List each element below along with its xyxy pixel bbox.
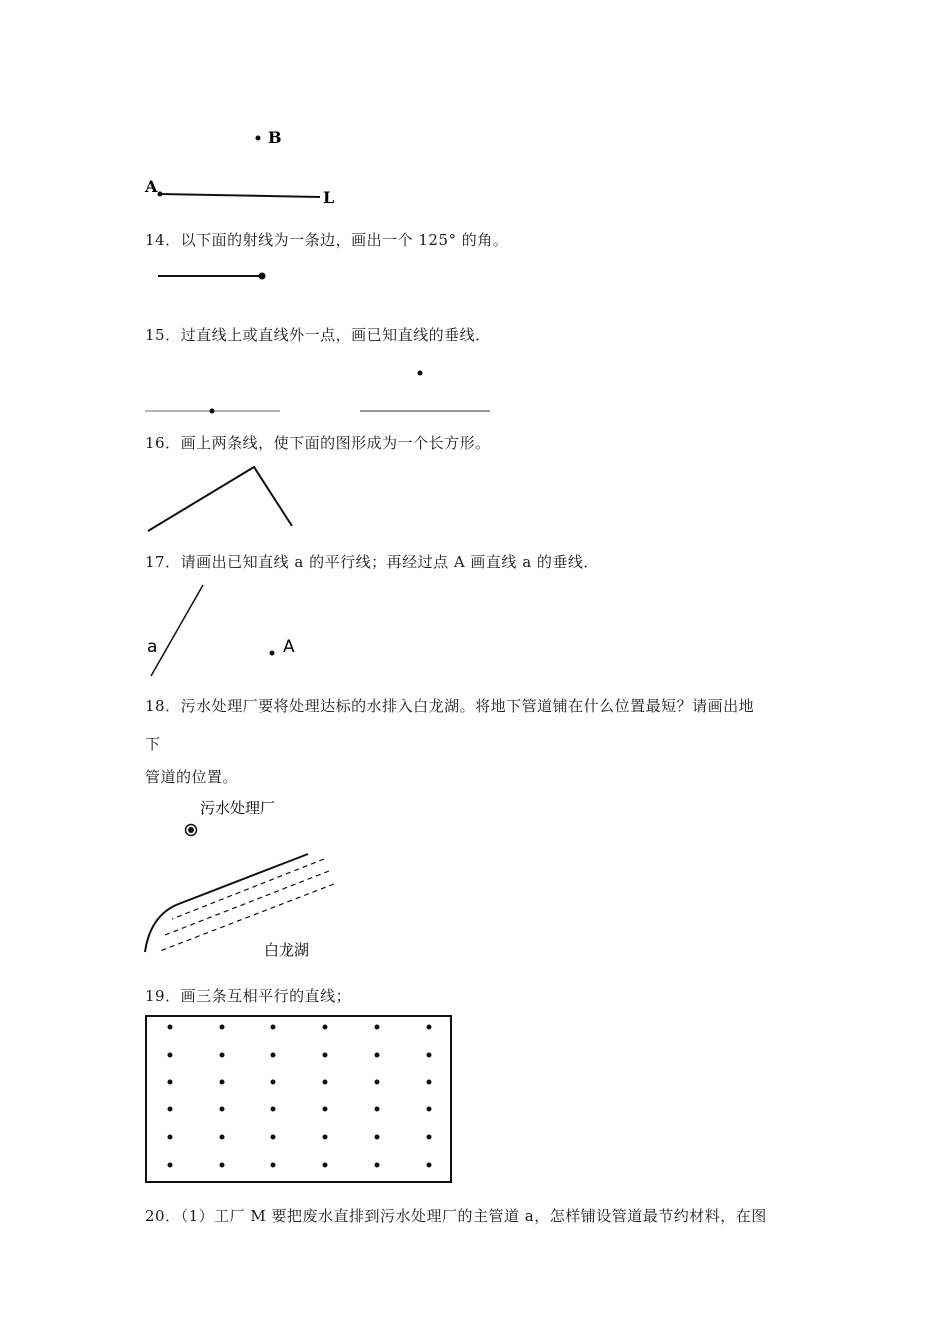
line-al — [160, 194, 320, 197]
grid-dot — [427, 1080, 432, 1085]
grid-dot — [427, 1053, 432, 1058]
rectangle-partial — [148, 467, 292, 531]
label-b: B — [268, 128, 282, 147]
grid-dot — [220, 1135, 225, 1140]
grid-dot — [271, 1025, 276, 1030]
label-point-A: A — [283, 637, 295, 657]
label-a: A — [145, 177, 158, 196]
line-a — [151, 585, 203, 676]
grid-dot — [375, 1163, 380, 1168]
grid-dot — [168, 1107, 173, 1112]
grid-dot — [375, 1080, 380, 1085]
grid-dot — [271, 1163, 276, 1168]
grid-dot — [323, 1107, 328, 1112]
question-18-line2: 下 — [145, 735, 161, 753]
figure-q16 — [0, 460, 950, 540]
dot-grid — [168, 1025, 432, 1168]
grid-dot — [168, 1080, 173, 1085]
figure-q18 — [0, 795, 950, 965]
figure-q13 — [0, 0, 950, 220]
grid-dot — [271, 1107, 276, 1112]
lake-label: 白龙湖 — [264, 941, 310, 959]
label-l: L — [323, 188, 335, 207]
grid-dot — [220, 1025, 225, 1030]
grid-dot — [271, 1135, 276, 1140]
grid-dot — [375, 1107, 380, 1112]
question-15: 15．过直线上或直线外一点，画已知直线的垂线． — [145, 326, 491, 344]
grid-dot — [271, 1053, 276, 1058]
dot-grid-frame — [146, 1016, 451, 1182]
ray-endpoint — [259, 273, 266, 280]
lake-dash-2 — [165, 871, 329, 935]
grid-dot — [271, 1080, 276, 1085]
point-on-line — [210, 409, 215, 414]
point-outside — [418, 371, 423, 376]
label-line-a: a — [147, 637, 158, 657]
grid-dot — [323, 1053, 328, 1058]
figure-q15 — [0, 360, 950, 420]
grid-dot — [375, 1053, 380, 1058]
question-18-line1: 18．污水处理厂要将处理达标的水排入白龙湖。将地下管道铺在什么位置最短？请画出地 — [145, 697, 755, 715]
grid-dot — [220, 1053, 225, 1058]
figure-q14-ray — [0, 260, 950, 300]
question-18-line3: 管道的位置。 — [145, 768, 239, 786]
grid-dot — [427, 1025, 432, 1030]
grid-dot — [375, 1025, 380, 1030]
grid-dot — [168, 1053, 173, 1058]
question-17: 17．请画出已知直线 a 的平行线；再经过点 A 画直线 a 的垂线． — [145, 553, 599, 571]
question-16: 16．画上两条线，使下面的图形成为一个长方形。 — [145, 434, 491, 452]
question-14: 14．以下面的射线为一条边，画出一个 125° 的角。 — [145, 231, 509, 249]
question-20: 20．（1）工厂 M 要把废水直排到污水处理厂的主管道 a，怎样铺设管道最节约材料，在图 — [145, 1207, 767, 1225]
grid-dot — [375, 1135, 380, 1140]
figure-q17 — [0, 580, 950, 680]
point-A — [270, 651, 275, 656]
grid-dot — [323, 1163, 328, 1168]
lake-dash-1 — [172, 859, 324, 919]
grid-dot — [168, 1135, 173, 1140]
grid-dot — [427, 1107, 432, 1112]
point-b — [256, 136, 261, 141]
grid-dot — [220, 1163, 225, 1168]
question-19: 19．画三条互相平行的直线； — [145, 987, 352, 1005]
grid-dot — [323, 1135, 328, 1140]
plant-marker-inner — [188, 827, 194, 833]
plant-label: 污水处理厂 — [200, 799, 276, 817]
grid-dot — [168, 1163, 173, 1168]
grid-dot — [220, 1107, 225, 1112]
figure-q19-dot-grid — [0, 1010, 950, 1190]
grid-dot — [323, 1080, 328, 1085]
grid-dot — [168, 1025, 173, 1030]
lake-shore — [145, 854, 308, 952]
grid-dot — [427, 1135, 432, 1140]
grid-dot — [220, 1080, 225, 1085]
grid-dot — [427, 1163, 432, 1168]
grid-dot — [323, 1025, 328, 1030]
